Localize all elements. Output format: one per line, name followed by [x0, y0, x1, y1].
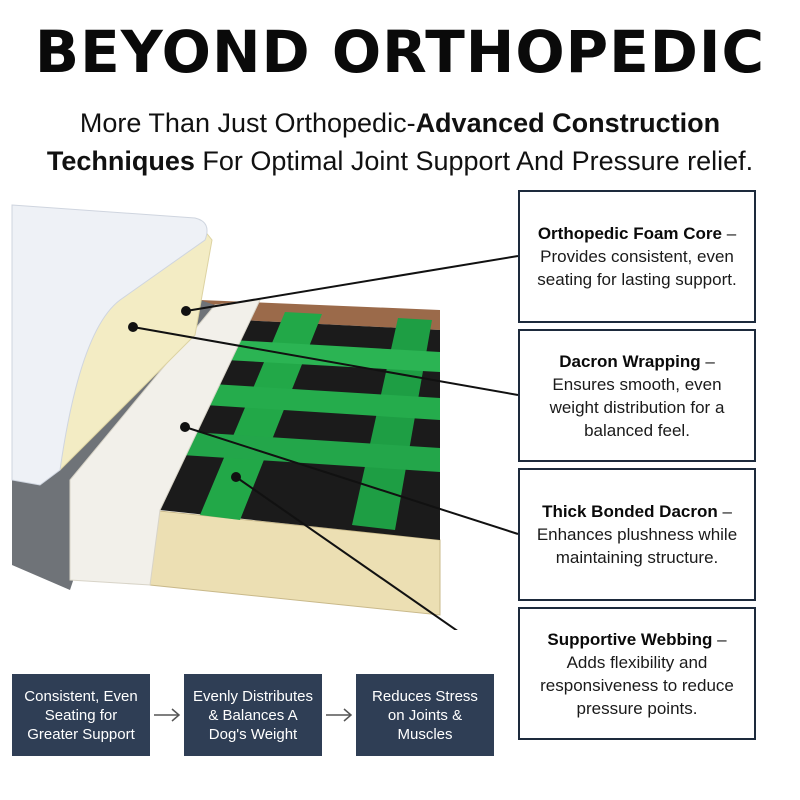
callout-dacron-wrapping — [518, 329, 756, 462]
callout-orthopedic-foam-core — [518, 190, 756, 323]
page-subtitle — [10, 104, 790, 180]
callout-text: – Adds flexibility and responsiveness to reduce pressure points. — [540, 629, 734, 718]
arrow-right-icon — [152, 705, 182, 725]
arrow-right-icon — [324, 705, 354, 725]
callout-supportive-webbing — [518, 607, 756, 740]
callout-title: Thick Bonded Dacron — [542, 502, 718, 521]
subtitle-bold: Advanced Construction Techniques — [46, 108, 721, 176]
callout-text: – Provides consistent, even seating for lasting support. — [537, 224, 737, 289]
callout-text: – Ensures smooth, even weight distribution for a balanced feel. — [549, 351, 725, 440]
callout-text: – Enhances plushness while maintaining structure. — [536, 502, 738, 567]
subtitle-part-1: More Than Just Orthopedic- — [79, 108, 416, 138]
page-title: BEYOND ORTHOPEDIC — [34, 18, 766, 86]
subtitle-part-2: For Optimal Joint Support And Pressure relief. — [194, 146, 754, 176]
benefit-step-2: Evenly Distributes & Balances A Dog's Weight — [184, 674, 322, 756]
callout-title: Orthopedic Foam Core — [537, 224, 722, 243]
callout-title: Supportive Webbing — [547, 629, 713, 649]
callout-thick-bonded-dacron — [518, 468, 756, 601]
leader-line-foam — [186, 256, 518, 311]
callout-title: Dacron Wrapping — [559, 351, 701, 371]
benefit-step-3: Reduces Stress on Joints & Muscles — [356, 674, 494, 756]
benefit-step-1: Consistent, Even Seating for Greater Support — [12, 674, 150, 756]
